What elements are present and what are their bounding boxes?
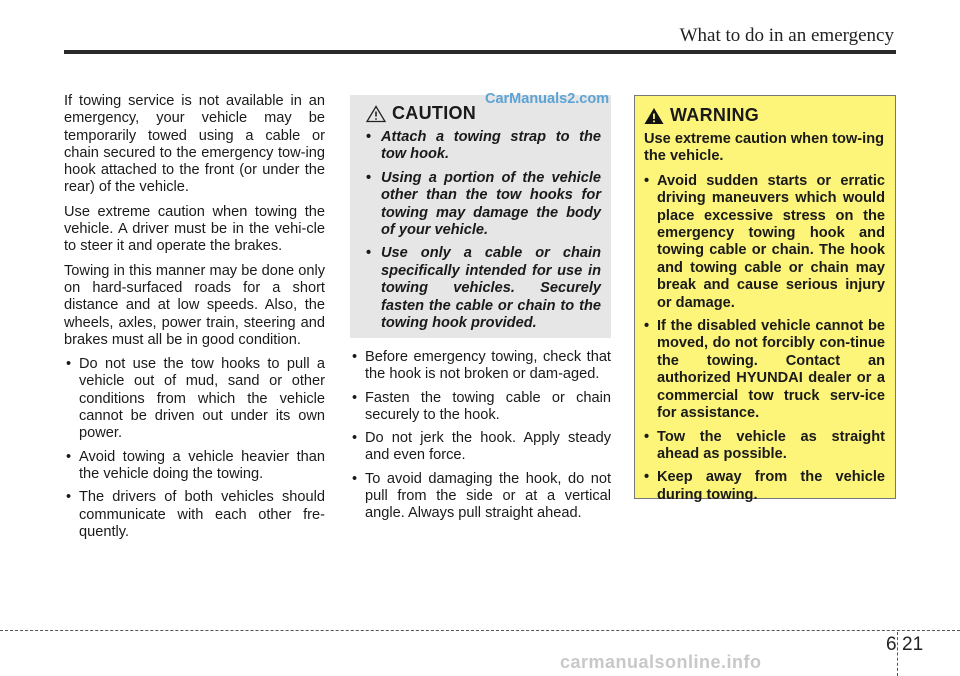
page-header-title: What to do in an emergency	[679, 25, 894, 46]
list-item: • If the disabled vehicle cannot be moved, do not forcibly con-tinue the towing. Contact an authorized HYUNDAI dealer or a commercial tow truck serv-ice for assistance.	[644, 318, 885, 422]
page-number-separator	[897, 632, 898, 676]
list-item: • Do not use the tow hooks to pull a vehicle out of mud, sand or other conditions from which the vehicle cannot be driven out under its own power.	[64, 356, 325, 442]
caution-list	[366, 129, 601, 332]
paragraph: Towing in this manner may be done only on hard-surfaced roads for a short distance and at low speeds. Also, the wheels, axles, power train, steering and brakes must all be in good condition.	[64, 262, 325, 348]
bullet-list	[350, 349, 611, 523]
list-item: • The drivers of both vehicles should communicate with each other fre-quently.	[64, 489, 325, 541]
list-item: • Use only a cable or chain specifically intended for use in towing vehicles. Securely fasten the cable or chain to the towing hook provided.	[366, 245, 601, 332]
chapter-number: 6	[886, 634, 897, 655]
watermark-logo[interactable]: CarManuals2.com	[485, 91, 610, 107]
caution-triangle-icon	[366, 105, 386, 123]
list-item: • Do not jerk the hook. Apply steady and even force.	[350, 430, 611, 465]
list-item: • Keep away from the vehicle during towing.	[644, 469, 885, 504]
paragraph: Use extreme caution when towing the vehicle. A driver must be in the vehi-cle to steer it and operate the brakes.	[64, 203, 325, 255]
warning-intro: Use extreme caution when tow-ing the vehicle.	[644, 131, 885, 165]
warning-header	[644, 105, 885, 126]
list-item: • Attach a towing strap to the tow hook.	[366, 129, 601, 164]
warning-title: WARNING	[670, 105, 760, 125]
header-rule	[64, 50, 896, 54]
caution-title: CAUTION	[392, 103, 477, 123]
list-item: • Avoid towing a vehicle heavier than the vehicle doing the towing.	[64, 449, 325, 484]
warning-box	[634, 95, 896, 503]
list-item: • Before emergency towing, check that the hook is not broken or dam-aged.	[350, 349, 611, 384]
caution-box	[350, 95, 611, 338]
list-item: • Avoid sudden starts or erratic driving maneuvers which would place excessive stress on the emergency towing hook and towing cable or chain. The hook and towing cable or chain may break and cause serious injury or damage.	[644, 173, 885, 312]
bullet-list	[64, 356, 325, 541]
middle-column	[350, 349, 611, 529]
page-number: 21	[902, 634, 924, 655]
footer-rule	[0, 630, 960, 631]
warning-list	[644, 173, 885, 504]
list-item: • Tow the vehicle as straight ahead as possible.	[644, 429, 885, 464]
list-item: • Fasten the towing cable or chain securely to the hook.	[350, 390, 611, 425]
footer-watermark[interactable]: carmanualsonline.info	[560, 652, 762, 672]
list-item: • To avoid damaging the hook, do not pull from the side or at a vertical angle. Always pull straight ahead.	[350, 471, 611, 523]
warning-triangle-icon	[644, 107, 664, 125]
list-item: • Using a portion of the vehicle other than the tow hooks for towing may damage the body of your vehicle.	[366, 170, 601, 240]
left-column	[64, 93, 325, 547]
paragraph: If towing service is not available in an emergency, your vehicle may be temporarily towed using a cable or chain secured to the emergency tow-ing hook attached to the front (or under the rear) of the vehicle.	[64, 93, 325, 196]
